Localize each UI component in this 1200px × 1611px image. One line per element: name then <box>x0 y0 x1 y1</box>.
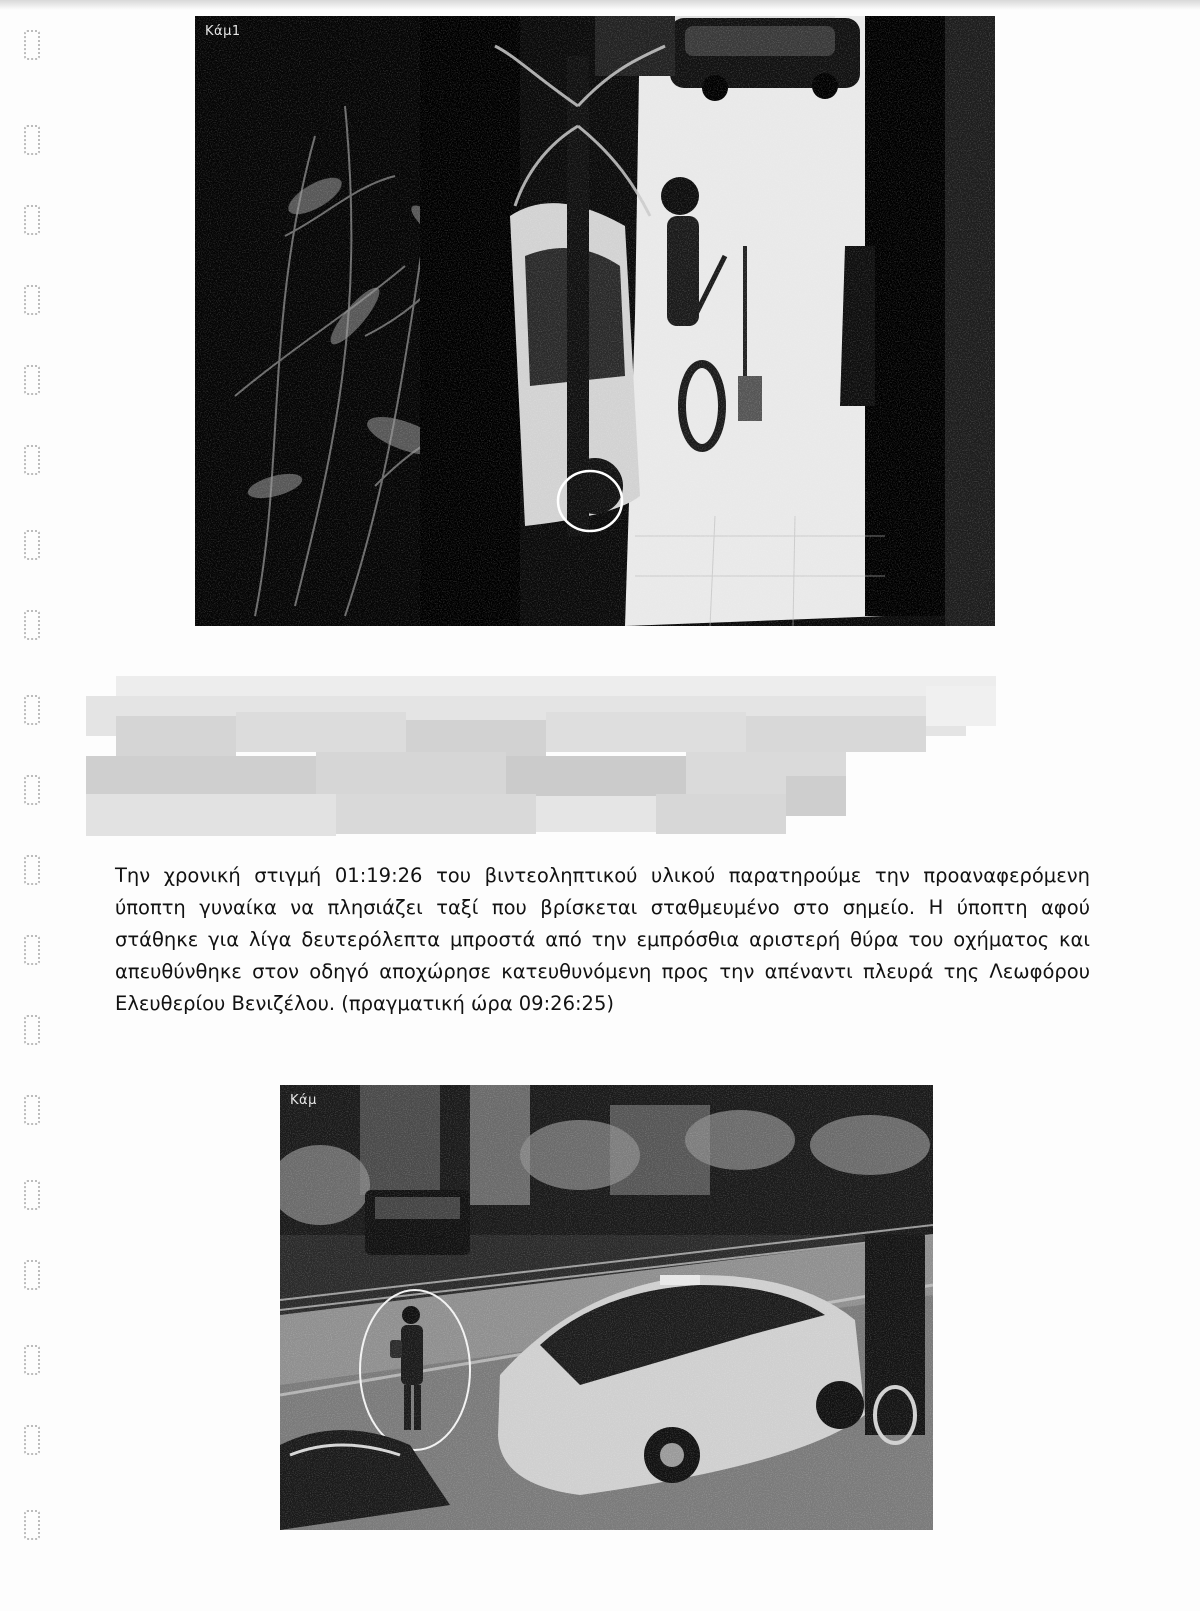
binding-hole <box>24 855 40 885</box>
street-scene-graphic <box>280 1085 933 1530</box>
binding-hole <box>24 610 40 640</box>
binding-hole <box>24 30 40 60</box>
binding-hole <box>24 1015 40 1045</box>
pixelated-redaction <box>86 676 998 836</box>
camera-label: Κάμ <box>290 1093 317 1108</box>
binding-hole <box>24 530 40 560</box>
binding-hole <box>24 775 40 805</box>
binding-hole <box>24 935 40 965</box>
entrance-scene-graphic <box>195 16 995 626</box>
binding-hole <box>24 365 40 395</box>
binding-hole <box>24 1180 40 1210</box>
binding-hole <box>24 125 40 155</box>
binding-hole <box>24 205 40 235</box>
binding-hole <box>24 1345 40 1375</box>
binding-hole <box>24 695 40 725</box>
surveillance-still-entrance <box>195 16 995 626</box>
report-paragraph: Την χρονική στιγμή 01:19:26 του βιντεοληπτικού υλικού παρατηρούμε την προαναφερόμενη ύποπτη γυναίκα να πλησιάζει ταξί που βρίσκεται σταθμευμένο στο σημείο. Η ύποπτη αφού στάθηκε για λίγα δευτερόλεπτα μπροστά από την εμπρόσθια αριστερή θύρα του οχήματος και απευθύνθηκε στον οδηγό αποχώρησε κατευθυνόμενη προς την απέναντι πλευρά της Λεωφόρου Ελευθερίου Βενιζέλου. (πραγματική ώρα 09:26:25) <box>115 864 1090 1015</box>
binding-holes <box>18 20 48 1580</box>
camera-label: Κάμ1 <box>205 24 241 39</box>
surveillance-still-street <box>280 1085 933 1530</box>
binding-hole <box>24 1510 40 1540</box>
binding-hole <box>24 1260 40 1290</box>
scan-edge-shadow <box>0 0 1200 10</box>
binding-hole <box>24 285 40 315</box>
binding-hole <box>24 1095 40 1125</box>
binding-hole <box>24 445 40 475</box>
binding-hole <box>24 1425 40 1455</box>
